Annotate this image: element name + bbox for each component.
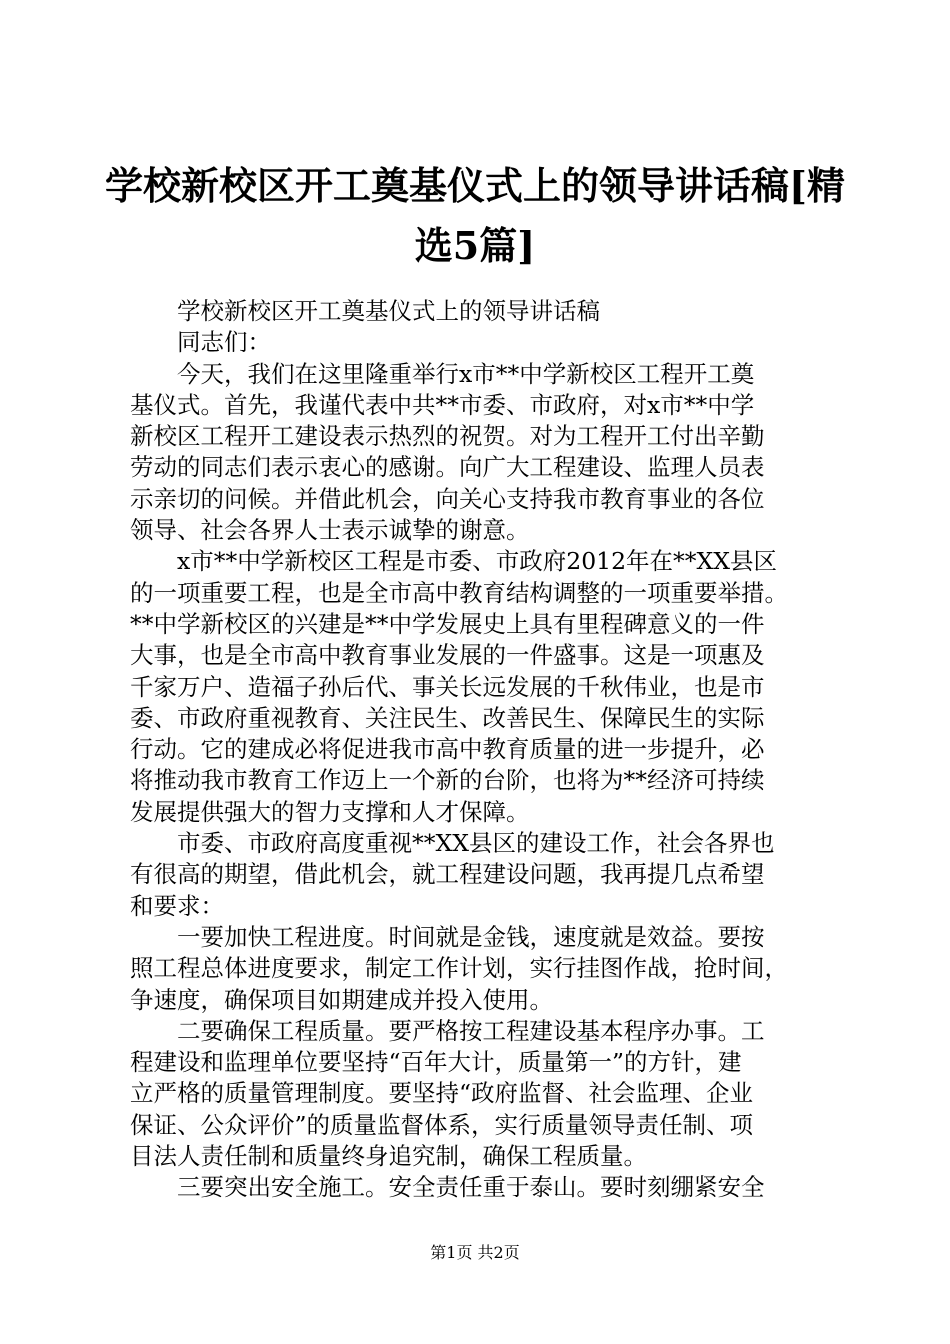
body-text-line: **中学新校区的兴建是**中学发展史上具有里程碑意义的一件	[130, 609, 765, 638]
body-text-line: 新校区工程开工建设表示热烈的祝贺。对为工程开工付出辛勤	[130, 422, 765, 451]
body-text-line: 三要突出安全施工。安全责任重于泰山。要时刻绷紧安全	[177, 1173, 765, 1202]
body-text-line: 目法人责任制和质量终身追究制，确保工程质量。	[130, 1142, 647, 1171]
body-text-line: 和要求：	[130, 891, 224, 920]
body-text-line: 学校新校区开工奠基仪式上的领导讲话稿	[177, 297, 600, 325]
body-text-line: 照工程总体进度要求，制定工作计划，实行挂图作战，抢时间，	[130, 954, 788, 983]
body-text-line: 今天，我们在这里隆重举行x市**中学新校区工程开工奠	[177, 359, 755, 388]
body-text-line: 行动。它的建成必将促进我市高中教育质量的进一步提升，必	[130, 735, 765, 764]
body-text-line: 将推动我市教育工作迈上一个新的台阶，也将为**经济可持续	[130, 766, 765, 795]
body-text-line: 市委、市政府高度重视**XX县区的建设工作，社会各界也	[177, 829, 775, 858]
document-title-line-1: 学校新校区开工奠基仪式上的领导讲话稿[精	[105, 163, 845, 208]
body-text-line: 大事，也是全市高中教育事业发展的一件盛事。这是一项惠及	[130, 641, 765, 670]
body-text-line: x市**中学新校区工程是市委、市政府2012年在**XX县区	[177, 547, 778, 576]
document-body	[130, 296, 850, 1204]
body-text-line: 委、市政府重视教育、关注民生、改善民生、保障民生的实际	[130, 703, 765, 732]
body-text-line: 争速度，确保项目如期建成并投入使用。	[130, 985, 553, 1014]
body-text-line: 程建设和监理单位要坚持“百年大计，质量第一”的方针，建	[130, 1048, 742, 1077]
body-text-line: 千家万户、造福子孙后代、事关长远发展的千秋伟业，也是市	[130, 672, 765, 701]
body-text-line: 的一项重要工程，也是全市高中教育结构调整的一项重要举措。	[130, 578, 788, 607]
body-text-line: 有很高的期望，借此机会，就工程建设问题，我再提几点希望	[130, 860, 765, 889]
body-text-line: 劳动的同志们表示衷心的感谢。向广大工程建设、监理人员表	[130, 453, 765, 482]
body-text-line: 二要确保工程质量。要严格按工程建设基本程序办事。工	[177, 1016, 765, 1045]
body-text-line: 同志们：	[177, 328, 271, 357]
body-text-line: 保证、公众评价”的质量监督体系，实行质量领导责任制、项	[130, 1110, 754, 1139]
document-title-line-2: 选5篇]	[414, 223, 536, 268]
body-text-line: 一要加快工程进度。时间就是金钱，速度就是效益。要按	[177, 922, 765, 951]
body-text-line: 领导、社会各界人士表示诚挚的谢意。	[130, 516, 530, 545]
body-text-line: 示亲切的问候。并借此机会，向关心支持我市教育事业的各位	[130, 484, 765, 513]
body-text-line: 立严格的质量管理制度。要坚持“政府监督、社会监理、企业	[130, 1079, 754, 1108]
page-footer: 第1页 共2页	[430, 1243, 520, 1262]
body-text-line: 基仪式。首先，我谨代表中共**市委、市政府，对x市**中学	[130, 390, 755, 419]
body-text-line: 发展提供强大的智力支撑和人才保障。	[130, 797, 530, 826]
